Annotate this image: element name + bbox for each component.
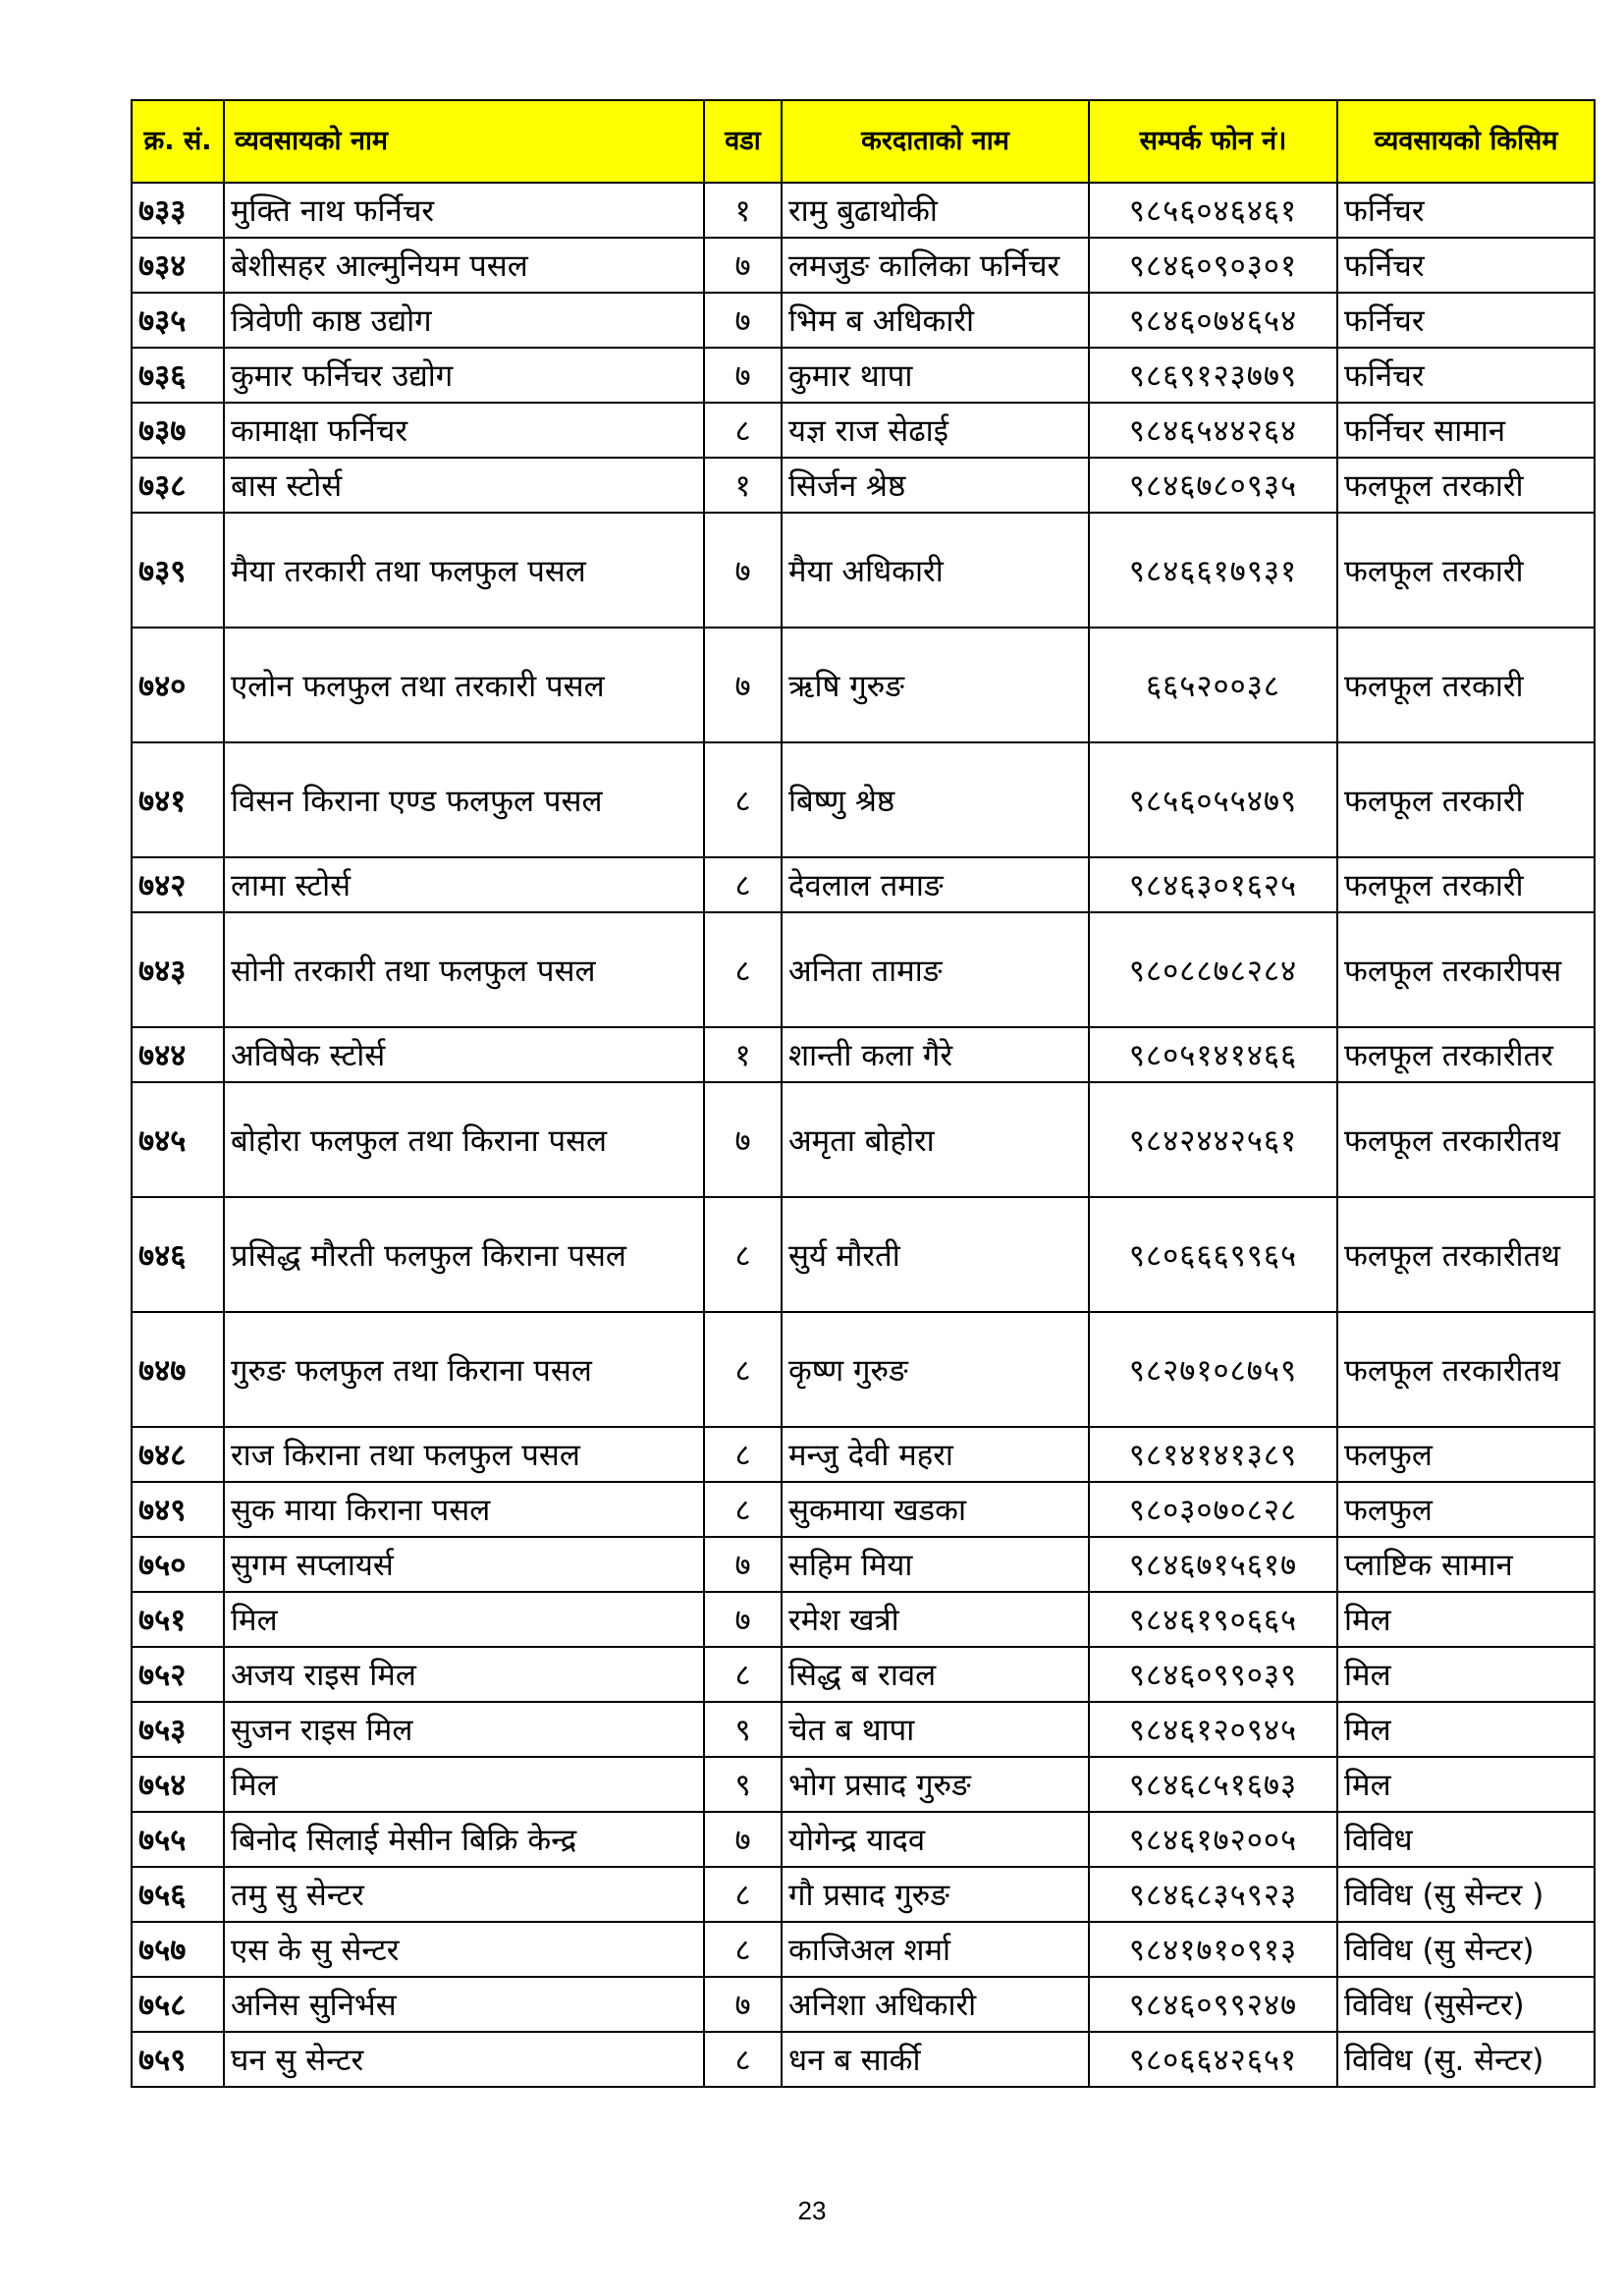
cell-business-type: मिल xyxy=(1337,1592,1595,1647)
cell-serial-number: ७३३ xyxy=(132,183,224,238)
cell-contact-phone: ९८१४१४१३८९ xyxy=(1089,1427,1337,1482)
table-row xyxy=(132,857,1595,912)
table-row xyxy=(132,403,1595,458)
cell-business-name: मिल xyxy=(224,1592,704,1647)
cell-ward: ७ xyxy=(704,238,782,293)
cell-business-type: फर्निचर xyxy=(1337,183,1595,238)
cell-ward: १ xyxy=(704,1027,782,1082)
cell-contact-phone: ९८०५१४१४६६ xyxy=(1089,1027,1337,1082)
cell-business-type: प्लाष्टिक सामान xyxy=(1337,1537,1595,1592)
cell-ward: ७ xyxy=(704,1082,782,1197)
cell-ward: ८ xyxy=(704,1647,782,1702)
cell-ward: ८ xyxy=(704,857,782,912)
cell-serial-number: ७३७ xyxy=(132,403,224,458)
table-row xyxy=(132,1482,1595,1537)
cell-contact-phone: ९८४६०७४६५४ xyxy=(1089,293,1337,348)
table-row xyxy=(132,348,1595,403)
cell-business-name: मिल xyxy=(224,1757,704,1812)
cell-taxpayer-name: मन्जु देवी महरा xyxy=(782,1427,1089,1482)
cell-business-name: मुक्ति नाथ फर्निचर xyxy=(224,183,704,238)
cell-serial-number: ७४९ xyxy=(132,1482,224,1537)
cell-business-name: राज किराना तथा फलफुल पसल xyxy=(224,1427,704,1482)
cell-taxpayer-name: सुर्य मौरती xyxy=(782,1197,1089,1312)
cell-ward: ९ xyxy=(704,1757,782,1812)
cell-contact-phone: ९८०६६६९९६५ xyxy=(1089,1197,1337,1312)
cell-taxpayer-name: अनिशा अधिकारी xyxy=(782,1977,1089,2032)
cell-serial-number: ७५५ xyxy=(132,1812,224,1867)
table-row xyxy=(132,1537,1595,1592)
cell-serial-number: ७५१ xyxy=(132,1592,224,1647)
table-row xyxy=(132,1757,1595,1812)
table-row xyxy=(132,1427,1595,1482)
cell-contact-phone: ९८४६६१७९३१ xyxy=(1089,513,1337,628)
cell-taxpayer-name: काजिअल शर्मा xyxy=(782,1922,1089,1977)
cell-business-type: फलफूल तरकारी xyxy=(1337,857,1595,912)
cell-contact-phone: ६६५२००३८ xyxy=(1089,628,1337,742)
cell-business-type: फलफूल तरकारीपस xyxy=(1337,912,1595,1027)
cell-contact-phone: ९८४६७८०९३५ xyxy=(1089,458,1337,513)
cell-business-name: घन सु सेन्टर xyxy=(224,2032,704,2087)
table-row xyxy=(132,1312,1595,1427)
table-row xyxy=(132,628,1595,742)
cell-contact-phone: ९८२७१०८७५९ xyxy=(1089,1312,1337,1427)
table-row xyxy=(132,1027,1595,1082)
table-row xyxy=(132,1922,1595,1977)
cell-contact-phone: ९८४६५४४२६४ xyxy=(1089,403,1337,458)
table-row xyxy=(132,1977,1595,2032)
business-table xyxy=(131,99,1596,2088)
cell-business-name: विसन किराना एण्ड फलफुल पसल xyxy=(224,742,704,857)
cell-ward: ७ xyxy=(704,293,782,348)
cell-serial-number: ७५७ xyxy=(132,1922,224,1977)
header-serial-number: क्र. सं. xyxy=(132,100,224,183)
cell-serial-number: ७४१ xyxy=(132,742,224,857)
cell-business-name: एस के सु सेन्टर xyxy=(224,1922,704,1977)
cell-business-name: अनिस सुनिर्भस xyxy=(224,1977,704,2032)
cell-contact-phone: ९८४६०९९०३९ xyxy=(1089,1647,1337,1702)
cell-taxpayer-name: चेत ब थापा xyxy=(782,1702,1089,1757)
cell-contact-phone: ९८४६८३५९२३ xyxy=(1089,1867,1337,1922)
cell-business-name: एलोन फलफुल तथा तरकारी पसल xyxy=(224,628,704,742)
cell-business-name: गुरुङ फलफुल तथा किराना पसल xyxy=(224,1312,704,1427)
cell-business-name: सुजन राइस मिल xyxy=(224,1702,704,1757)
cell-business-type: फलफूल तरकारीतथ xyxy=(1337,1312,1595,1427)
cell-business-type: फर्निचर xyxy=(1337,293,1595,348)
cell-business-type: फलफूल तरकारीतर xyxy=(1337,1027,1595,1082)
table-row xyxy=(132,183,1595,238)
cell-serial-number: ७४६ xyxy=(132,1197,224,1312)
cell-contact-phone: ९८४६७१५६१७ xyxy=(1089,1537,1337,1592)
cell-business-type: फर्निचर xyxy=(1337,238,1595,293)
cell-taxpayer-name: अमृता बोहोरा xyxy=(782,1082,1089,1197)
cell-business-type: फलफूल तरकारी xyxy=(1337,628,1595,742)
header-business-type: व्यवसायको किसिम xyxy=(1337,100,1595,183)
cell-business-name: अविषेक स्टोर्स xyxy=(224,1027,704,1082)
cell-ward: ७ xyxy=(704,1812,782,1867)
cell-business-name: कुमार फर्निचर उद्योग xyxy=(224,348,704,403)
cell-contact-phone: ९८४६८५१६७३ xyxy=(1089,1757,1337,1812)
table-row xyxy=(132,1867,1595,1922)
cell-business-type: विविध (सु सेन्टर) xyxy=(1337,1922,1595,1977)
cell-ward: ८ xyxy=(704,1482,782,1537)
cell-serial-number: ७५९ xyxy=(132,2032,224,2087)
cell-taxpayer-name: सिर्जन श्रेष्ठ xyxy=(782,458,1089,513)
cell-business-type: मिल xyxy=(1337,1702,1595,1757)
cell-ward: ७ xyxy=(704,348,782,403)
cell-serial-number: ७३८ xyxy=(132,458,224,513)
cell-business-type: फलफूल तरकारीतथ xyxy=(1337,1197,1595,1312)
cell-business-name: बेशीसहर आल्मुनियम पसल xyxy=(224,238,704,293)
cell-contact-phone: ९८०६६४२६५१ xyxy=(1089,2032,1337,2087)
header-contact-phone: सम्पर्क फोन नं। xyxy=(1089,100,1337,183)
table-row xyxy=(132,1082,1595,1197)
cell-contact-phone: ९८४१७१०९१३ xyxy=(1089,1922,1337,1977)
cell-business-type: फलफूल तरकारी xyxy=(1337,458,1595,513)
cell-business-name: अजय राइस मिल xyxy=(224,1647,704,1702)
cell-taxpayer-name: सुकमाया खडका xyxy=(782,1482,1089,1537)
cell-taxpayer-name: ऋषि गुरुङ xyxy=(782,628,1089,742)
cell-business-name: मैया तरकारी तथा फलफुल पसल xyxy=(224,513,704,628)
cell-taxpayer-name: रमेश खत्री xyxy=(782,1592,1089,1647)
cell-contact-phone: ९८५६०५५४७९ xyxy=(1089,742,1337,857)
cell-business-name: प्रसिद्ध मौरती फलफुल किराना पसल xyxy=(224,1197,704,1312)
table-row xyxy=(132,1592,1595,1647)
cell-business-name: बास स्टोर्स xyxy=(224,458,704,513)
cell-serial-number: ७५४ xyxy=(132,1757,224,1812)
cell-taxpayer-name: रामु बुढाथोकी xyxy=(782,183,1089,238)
cell-business-type: विविध xyxy=(1337,1812,1595,1867)
cell-ward: ८ xyxy=(704,1312,782,1427)
page-number: 23 xyxy=(797,2196,827,2225)
cell-business-name: सोनी तरकारी तथा फलफुल पसल xyxy=(224,912,704,1027)
cell-serial-number: ७४७ xyxy=(132,1312,224,1427)
cell-taxpayer-name: कुमार थापा xyxy=(782,348,1089,403)
cell-business-name: तमु सु सेन्टर xyxy=(224,1867,704,1922)
cell-taxpayer-name: यज्ञ राज सेढाई xyxy=(782,403,1089,458)
table-row xyxy=(132,293,1595,348)
table-body xyxy=(132,183,1595,2087)
cell-ward: ७ xyxy=(704,1977,782,2032)
cell-ward: ९ xyxy=(704,1702,782,1757)
cell-ward: ८ xyxy=(704,742,782,857)
cell-ward: ८ xyxy=(704,403,782,458)
cell-serial-number: ७५८ xyxy=(132,1977,224,2032)
cell-taxpayer-name: सहिम मिया xyxy=(782,1537,1089,1592)
cell-business-name: सुगम सप्लायर्स xyxy=(224,1537,704,1592)
cell-business-name: त्रिवेणी काष्ठ उद्योग xyxy=(224,293,704,348)
table-row xyxy=(132,458,1595,513)
cell-taxpayer-name: अनिता तामाङ xyxy=(782,912,1089,1027)
cell-contact-phone: ९८६९१२३७७९ xyxy=(1089,348,1337,403)
cell-contact-phone: ९८४६१९०६६५ xyxy=(1089,1592,1337,1647)
cell-serial-number: ७५३ xyxy=(132,1702,224,1757)
cell-business-name: बिनोद सिलाई मेसीन बिक्रि केन्द्र xyxy=(224,1812,704,1867)
table-row xyxy=(132,238,1595,293)
cell-taxpayer-name: लमजुङ कालिका फर्निचर xyxy=(782,238,1089,293)
cell-serial-number: ७४० xyxy=(132,628,224,742)
table-row xyxy=(132,2032,1595,2087)
cell-serial-number: ७४४ xyxy=(132,1027,224,1082)
cell-taxpayer-name: देवलाल तमाङ xyxy=(782,857,1089,912)
cell-taxpayer-name: भोग प्रसाद गुरुङ xyxy=(782,1757,1089,1812)
cell-taxpayer-name: गौ प्रसाद गुरुङ xyxy=(782,1867,1089,1922)
cell-business-type: फलफूल तरकारीतथ xyxy=(1337,1082,1595,1197)
header-ward: वडा xyxy=(704,100,782,183)
table-row xyxy=(132,912,1595,1027)
cell-ward: ८ xyxy=(704,912,782,1027)
cell-contact-phone: ९८४२४४२५६१ xyxy=(1089,1082,1337,1197)
cell-business-name: लामा स्टोर्स xyxy=(224,857,704,912)
table-row xyxy=(132,1647,1595,1702)
cell-serial-number: ७४३ xyxy=(132,912,224,1027)
cell-serial-number: ७३६ xyxy=(132,348,224,403)
cell-business-name: सुक माया किराना पसल xyxy=(224,1482,704,1537)
cell-contact-phone: ९८४६०९९२४७ xyxy=(1089,1977,1337,2032)
cell-taxpayer-name: मैया अधिकारी xyxy=(782,513,1089,628)
table-header xyxy=(132,100,1595,183)
cell-business-type: फलफूल तरकारी xyxy=(1337,742,1595,857)
table-row xyxy=(132,513,1595,628)
cell-ward: ८ xyxy=(704,1867,782,1922)
cell-ward: ७ xyxy=(704,513,782,628)
cell-business-type: विविध (सु सेन्टर ) xyxy=(1337,1867,1595,1922)
cell-business-type: मिल xyxy=(1337,1757,1595,1812)
header-business-name: व्यवसायको नाम xyxy=(224,100,704,183)
cell-business-name: कामाक्षा फर्निचर xyxy=(224,403,704,458)
cell-serial-number: ७३५ xyxy=(132,293,224,348)
cell-contact-phone: ९८०३०७०८२८ xyxy=(1089,1482,1337,1537)
cell-taxpayer-name: बिष्णु श्रेष्ठ xyxy=(782,742,1089,857)
cell-serial-number: ७३४ xyxy=(132,238,224,293)
cell-serial-number: ७४८ xyxy=(132,1427,224,1482)
cell-ward: ८ xyxy=(704,1197,782,1312)
cell-business-name: बोहोरा फलफुल तथा किराना पसल xyxy=(224,1082,704,1197)
cell-ward: ८ xyxy=(704,1922,782,1977)
cell-business-type: विविध (सु. सेन्टर) xyxy=(1337,2032,1595,2087)
cell-business-type: फलफुल xyxy=(1337,1482,1595,1537)
cell-serial-number: ७५२ xyxy=(132,1647,224,1702)
cell-taxpayer-name: धन ब सार्की xyxy=(782,2032,1089,2087)
cell-ward: ७ xyxy=(704,1537,782,1592)
cell-ward: ७ xyxy=(704,628,782,742)
cell-business-type: फलफूल तरकारी xyxy=(1337,513,1595,628)
table-row xyxy=(132,1702,1595,1757)
cell-taxpayer-name: भिम ब अधिकारी xyxy=(782,293,1089,348)
cell-ward: ७ xyxy=(704,1592,782,1647)
cell-serial-number: ७४२ xyxy=(132,857,224,912)
cell-taxpayer-name: शान्ती कला गैरे xyxy=(782,1027,1089,1082)
header-taxpayer-name: करदाताको नाम xyxy=(782,100,1089,183)
cell-business-type: फलफुल xyxy=(1337,1427,1595,1482)
cell-business-type: फर्निचर xyxy=(1337,348,1595,403)
cell-business-type: मिल xyxy=(1337,1647,1595,1702)
cell-business-type: विविध (सुसेन्टर) xyxy=(1337,1977,1595,2032)
cell-taxpayer-name: कृष्ण गुरुङ xyxy=(782,1312,1089,1427)
cell-contact-phone: ९८०८८७८२८४ xyxy=(1089,912,1337,1027)
cell-contact-phone: ९८४६३०१६२५ xyxy=(1089,857,1337,912)
cell-taxpayer-name: योगेन्द्र यादव xyxy=(782,1812,1089,1867)
cell-contact-phone: ९८५६०४६४६१ xyxy=(1089,183,1337,238)
cell-serial-number: ७५० xyxy=(132,1537,224,1592)
table-row xyxy=(132,1197,1595,1312)
table-row xyxy=(132,1812,1595,1867)
header-row xyxy=(132,100,1595,183)
cell-contact-phone: ९८४६१७२००५ xyxy=(1089,1812,1337,1867)
cell-ward: १ xyxy=(704,183,782,238)
cell-serial-number: ७३९ xyxy=(132,513,224,628)
cell-taxpayer-name: सिद्ध ब रावल xyxy=(782,1647,1089,1702)
cell-ward: १ xyxy=(704,458,782,513)
cell-serial-number: ७५६ xyxy=(132,1867,224,1922)
cell-ward: ८ xyxy=(704,2032,782,2087)
cell-serial-number: ७४५ xyxy=(132,1082,224,1197)
cell-contact-phone: ९८४६१२०९४५ xyxy=(1089,1702,1337,1757)
cell-contact-phone: ९८४६०९०३०१ xyxy=(1089,238,1337,293)
cell-ward: ८ xyxy=(704,1427,782,1482)
cell-business-type: फर्निचर सामान xyxy=(1337,403,1595,458)
table-row xyxy=(132,742,1595,857)
